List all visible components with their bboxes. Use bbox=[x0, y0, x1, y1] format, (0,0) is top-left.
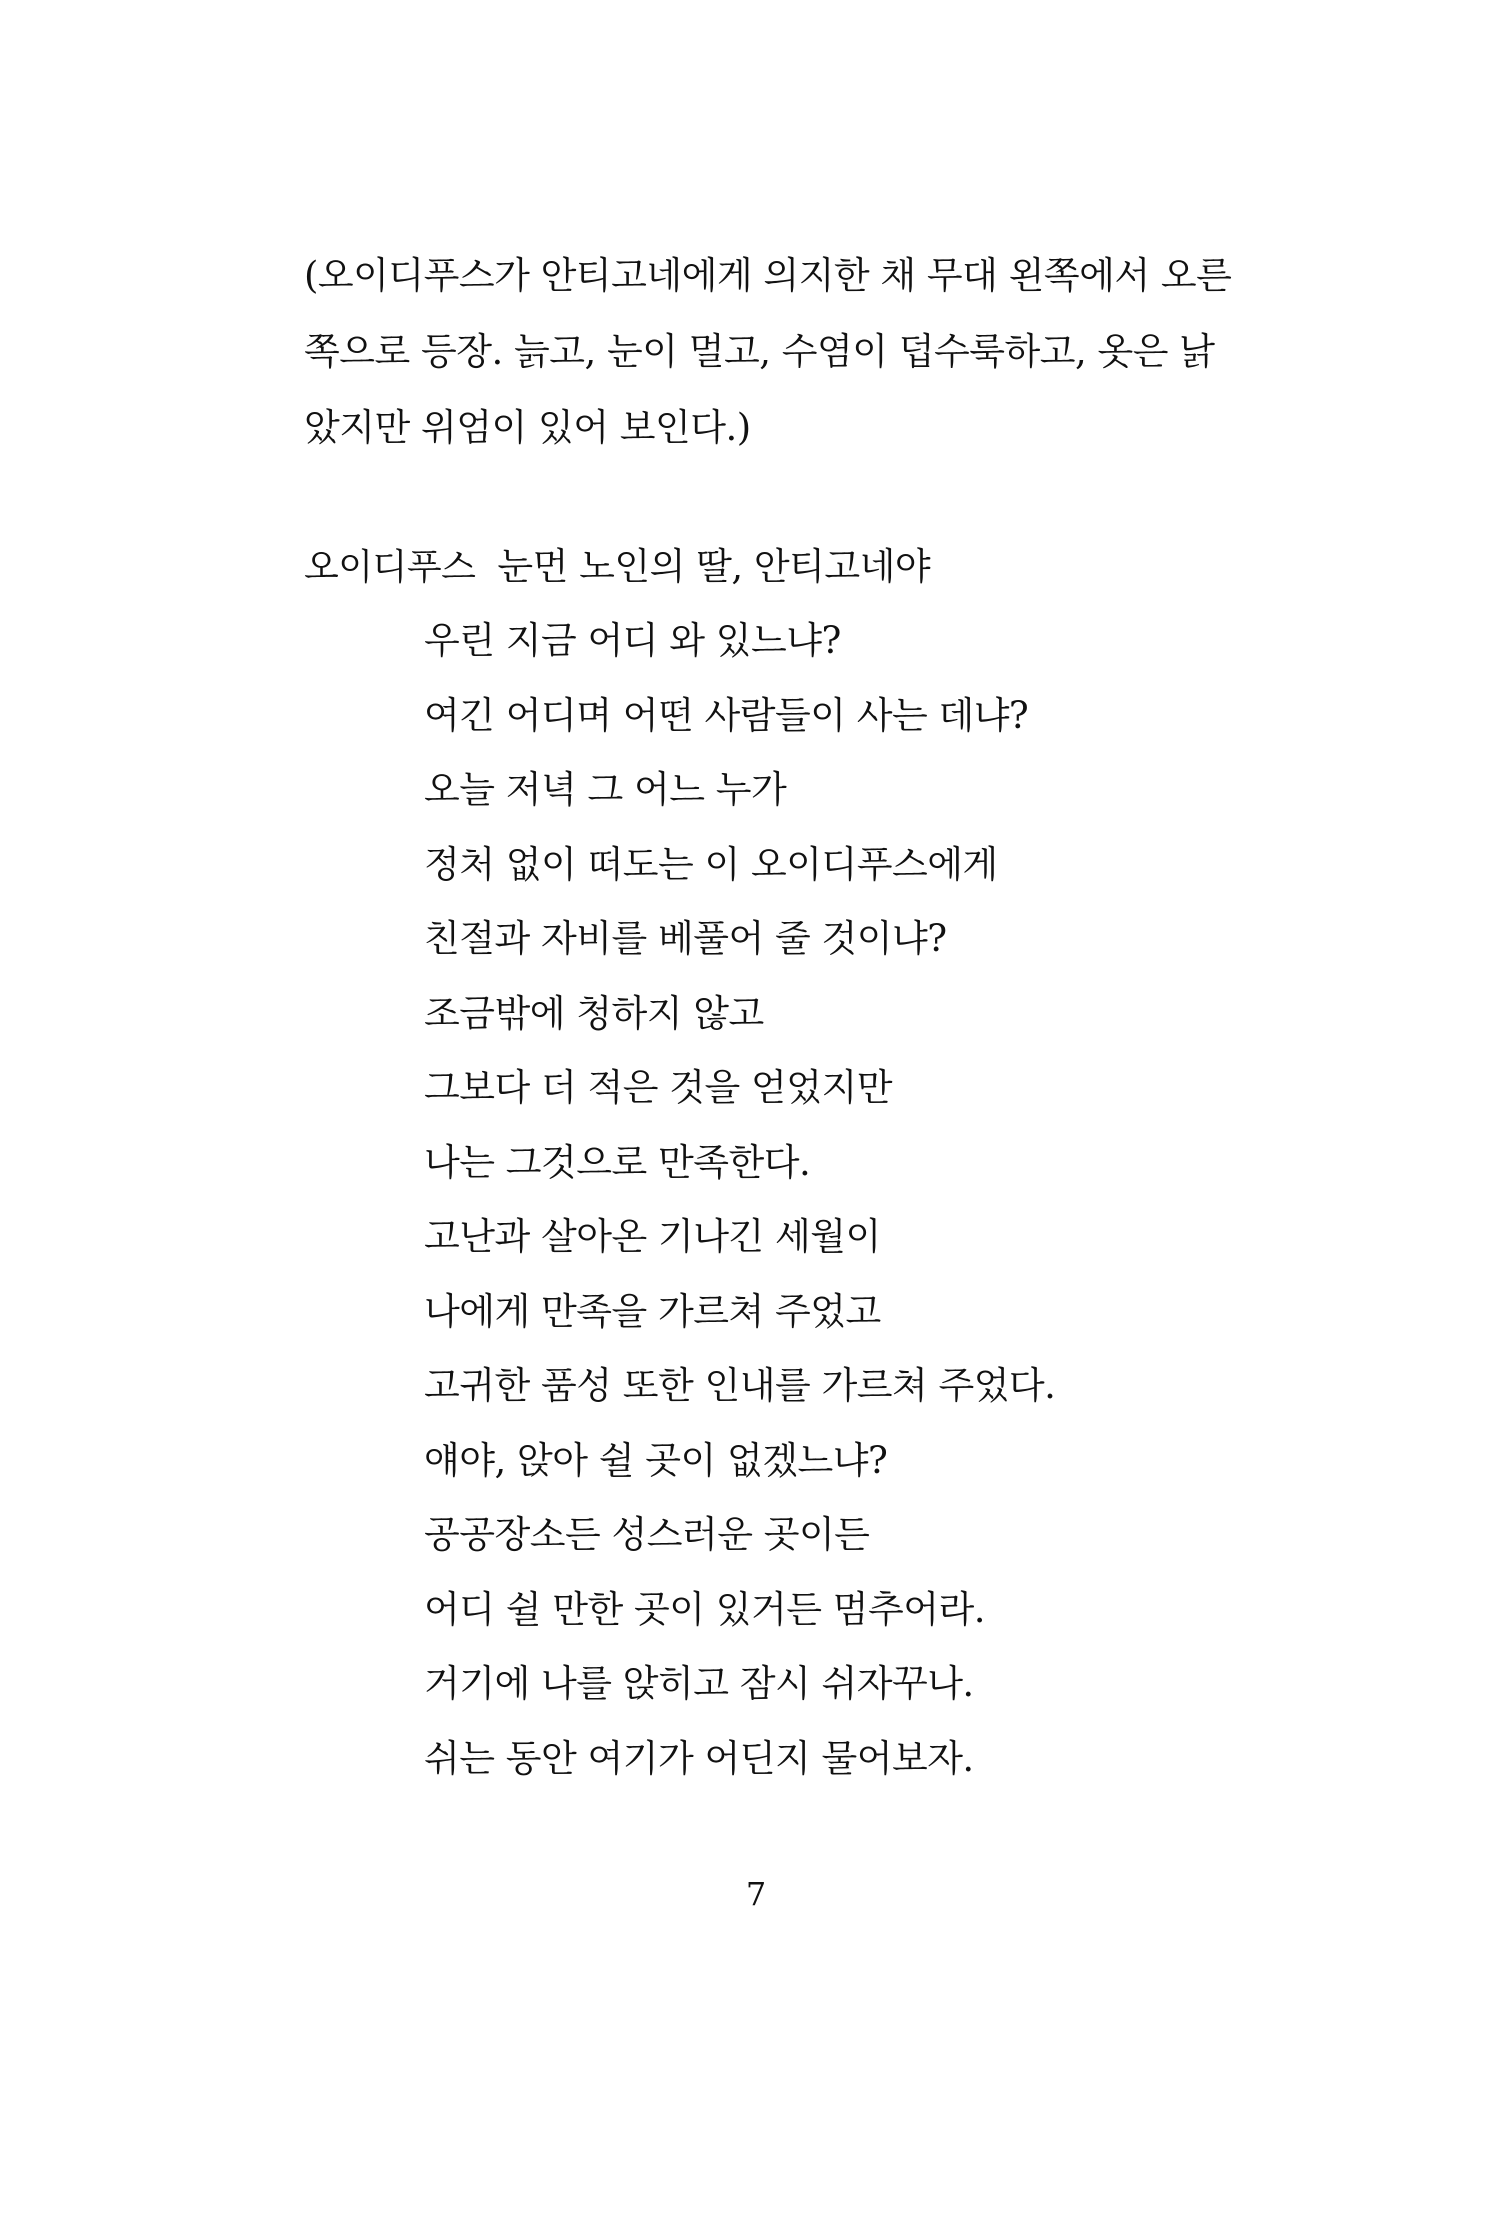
verse-line: 얘야, 앉아 쉴 곳이 없겠느냐? bbox=[424, 1438, 888, 1482]
stage-direction bbox=[304, 238, 1264, 466]
verse-line: 고귀한 품성 또한 인내를 가르쳐 주었다. bbox=[424, 1364, 1056, 1407]
dialogue-first-line: 눈먼 노인의 딸, 안티고네야 bbox=[497, 545, 931, 588]
dialogue-block bbox=[304, 530, 1304, 1796]
verse-line: 어디 쉴 만한 곳이 있거든 멈추어라. bbox=[424, 1587, 985, 1631]
speaker-row bbox=[304, 530, 1304, 604]
verse-line: 정처 없이 떠도는 이 오이디푸스에게 bbox=[424, 842, 998, 886]
verse-line: 친절과 자비를 베풀어 줄 것이냐? bbox=[424, 917, 947, 960]
speaker-name: 오이디푸스 bbox=[304, 547, 476, 588]
verse-line: 우린 지금 어디 와 있느냐? bbox=[424, 619, 841, 662]
verse-line: 공공장소든 성스러운 곳이든 bbox=[424, 1513, 870, 1556]
page-number: 7 bbox=[745, 1875, 767, 1913]
verse-line: 쉬는 동안 여기가 어딘지 물어보자. bbox=[424, 1736, 974, 1780]
verse-line: 나에게 만족을 가르쳐 주었고 bbox=[424, 1289, 881, 1333]
verse-line: 나는 그것으로 만족한다. bbox=[424, 1140, 811, 1184]
verse-line: 거기에 나를 앉히고 잠시 쉬자꾸나. bbox=[424, 1662, 974, 1705]
stage-direction-line: 았지만 위엄이 있어 보인다.) bbox=[304, 406, 751, 449]
verse-line: 오늘 저녁 그 어느 누가 bbox=[424, 768, 787, 811]
stage-direction-line: 쪽으로 등장. 늙고, 눈이 멀고, 수염이 덥수룩하고, 옷은 낡 bbox=[304, 330, 1215, 373]
verse-line: 고난과 살아온 기나긴 세월이 bbox=[424, 1215, 881, 1258]
verse-line: 그보다 더 적은 것을 얻었지만 bbox=[424, 1066, 892, 1109]
verse-lines bbox=[424, 604, 1304, 1796]
stage-direction-line: (오이디푸스가 안티고네에게 의지한 채 무대 왼쪽에서 오른 bbox=[304, 254, 1232, 297]
verse-line: 여긴 어디며 어떤 사람들이 사는 데냐? bbox=[424, 693, 1029, 737]
verse-line: 조금밖에 청하지 않고 bbox=[424, 991, 764, 1035]
